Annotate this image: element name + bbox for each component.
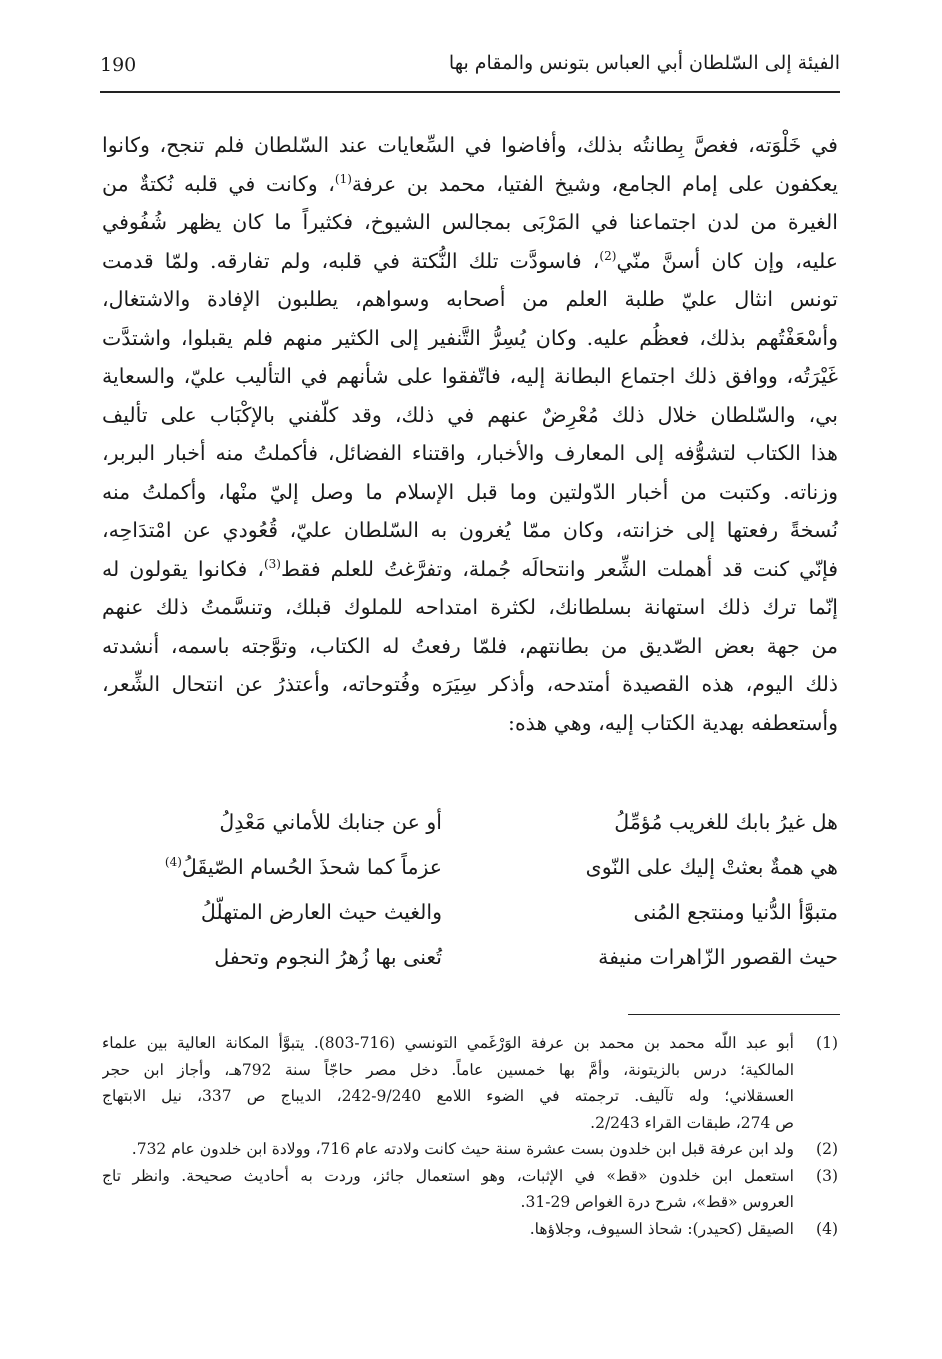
header-rule	[100, 91, 840, 93]
text-line	[102, 280, 838, 319]
text-line	[102, 588, 838, 627]
text-segment: إنّما ترك ذلك استهانة بسلطانك، لكثرة امتداحه للملوك قبلك، وتنسَّمتُ ذلك عنهم	[102, 595, 838, 619]
text-segment: بي، والسّلطان خلال ذلك مُعْرِضٌ عنهم في ذلك، وقد كلّفني بالإكْبَاب على تأليف	[102, 402, 838, 427]
main-text	[102, 126, 838, 742]
text-segment: وزناته. وكتبت من أخبار الدّولتين وما قبل الإسلام ما وصل إليّ منْها، وأكملتُ منه	[102, 479, 838, 504]
text-segment: ، فاسودَّت تلك النُّكتة في قلبه، ولم تفارقه. ولمّا قدمت	[102, 248, 600, 273]
verse-first-hemistich: حيث القصور الزّاهرات منيفة	[598, 945, 838, 969]
verse-second-hemistich	[102, 935, 442, 980]
text-segment: وأستعطفه بهدية الكتاب إليه، وهي هذه:	[508, 710, 838, 735]
text-line	[102, 665, 838, 704]
text-line	[102, 126, 838, 165]
footnote-line: أبو عبد اللّه محمد بن محمد بن عرفة الوَرْغَمي التونسي (716-803). يتبوَّأ المكانة العالية بين علماء	[102, 1034, 794, 1052]
text-segment: تُعنى بها زُهرُ النجوم وتحفل	[214, 945, 442, 969]
verse-second-hemistich	[102, 845, 442, 890]
footnote-number: (1)	[816, 1034, 838, 1052]
text-segment: من جهة بعض الصّديق من بطانتهم، فلمّا رفعتُ له الكتاب، وتوَّجته باسمه، أنشدته	[102, 633, 838, 658]
poem-verse	[102, 800, 838, 845]
text-segment: والغيث حيث العارض المتهلّلُ	[200, 900, 442, 924]
text-line	[102, 319, 838, 358]
footnote-ref: (2)	[599, 248, 617, 263]
footnote-line: العروس «قط»، شرح درة الغواص 29-31.	[520, 1193, 794, 1211]
text-line	[102, 357, 838, 396]
footnote-ref: (1)	[334, 171, 352, 186]
text-segment: ذلك اليوم، هذه القصيدة أمتدحه، وأذكر سِيَرَه وفُتوحاته، وأعتذرُ عن انتحال الشِّعر،	[102, 672, 838, 696]
text-segment: عليه، وإن كان أسنَّ منّي	[616, 248, 838, 273]
text-line	[102, 704, 838, 743]
page-number: 190	[100, 54, 137, 76]
poem-verse	[102, 845, 838, 890]
footnote-number: (2)	[816, 1140, 838, 1158]
text-segment: ، وكانت في قلبه نُكتةٌ من	[102, 171, 335, 196]
text-line	[102, 434, 838, 473]
text-line	[102, 396, 838, 435]
text-line	[102, 473, 838, 512]
footnote-line: العسقلاني؛ وله تآليف. ترجمته في الضوء اللامع 9/240-242، الديباج ص 337، نيل الابتهاج	[102, 1087, 794, 1105]
poem-verse	[102, 890, 838, 935]
text-segment: أو عن جنابك للأماني مَعْدِلُ	[219, 810, 442, 834]
text-segment: تونس انثال عليّ طلبة العلم من أصحابه وسواهم، يطلبون الإفادة والاشتغال،	[102, 287, 838, 311]
footnote	[102, 1136, 838, 1163]
footnote-number: (4)	[816, 1219, 838, 1238]
footnote-line: استعمل ابن خلدون «قط» في الإثبات، وهو استعمال جائز، وردت به أحاديث صحيحة. وانظر تاج	[102, 1166, 794, 1185]
footnote-separator	[628, 1014, 840, 1015]
page-header	[100, 46, 840, 86]
text-line	[102, 550, 838, 589]
verse-first-hemistich: متبوَّأ الدُّنيا ومنتجع المُنى	[633, 900, 838, 924]
text-line	[102, 203, 838, 242]
verse-second-hemistich	[102, 890, 442, 935]
text-line	[102, 242, 838, 281]
text-segment: عزماً كما شحذَ الحُسام الصّيقَلُ	[181, 855, 442, 879]
text-segment: الغيرة من لدن اجتماعنا في المَرْبَى بمجالس الشيوخ، فكثيراً ما كان يظهر شُفُوفي	[102, 210, 838, 234]
footnote-line: الصيقل (كحيدر): شحاذ السيوف، وجلاؤها.	[529, 1219, 794, 1238]
text-segment: في خَلْوَته، فغصَّ بِطانتُه بذلك، وأفاضوا في السِّعايات عند السّلطان فلم تنجح، وكانوا	[102, 133, 838, 157]
text-line	[102, 627, 838, 666]
text-line	[102, 511, 838, 550]
text-segment: نُسخةً رفعتها إلى خزانته، وكان ممّا يُغرون به السّلطان عليّ، قُعُودي عن امْتدَاحِه،	[102, 518, 838, 542]
poem-verse	[102, 935, 838, 980]
footnote	[102, 1216, 838, 1243]
verse-first-hemistich: هل غيرُ بابك للغريب مُؤمِّلُ	[614, 810, 838, 834]
footnote	[102, 1163, 838, 1216]
footnote	[102, 1030, 838, 1136]
footnote-ref: (3)	[263, 556, 281, 571]
text-segment: ، فكانوا يقولون له	[102, 556, 264, 581]
footnote-line: ص 274، طبقات القراء 2/243.	[590, 1113, 794, 1132]
text-segment: هذا الكتاب لتشوُّفه إلى المعارف والأخبار، واقتناء الفضائل، فأكملتُ منه أخبار البربر،	[102, 441, 838, 465]
footnote-line: ولد ابن عرفة قبل ابن خلدون بست عشرة سنة حيث كانت ولادته عام 716، وولادة ابن خلدون عام 732.	[131, 1140, 794, 1158]
text-segment: غَيْرَتُه، ووافق ذلك اجتماع البطانة إليه، فاتّفقوا على شأنهم في التأليب عليّ، والسعاية	[102, 364, 838, 388]
footnote-line: المالكية؛ درس بالزيتونة، وأمَّ بها خمسين عاماً. دخل مصر حاجّاً سنة 792هـ، وأجاز ابن حجر	[102, 1060, 794, 1079]
poem	[102, 800, 838, 980]
text-segment: فإنّي كنت قد أهملت الشِّعر وانتحالَه جُملة، وتفرَّغتُ للعلم فقط	[280, 556, 838, 581]
text-segment: وأسْعَفْتُهم بذلك، فعظُم عليه. وكان يُسِرُّ التَّنفير إلى الكثير منهم فلم يقبلوا، واشتدَّت	[102, 325, 838, 350]
text-line	[102, 165, 838, 204]
footnotes	[102, 1030, 838, 1242]
footnote-ref: (4)	[164, 855, 182, 870]
text-segment: يعكفون على إمام الجامع، وشيخ الفتيا، محمد بن عرفة	[351, 171, 838, 196]
footnote-number: (3)	[816, 1166, 838, 1185]
verse-second-hemistich	[102, 800, 442, 845]
running-title: الفيئة إلى السّلطان أبي العباس بتونس والمقام بها	[448, 52, 840, 74]
verse-first-hemistich: هي همةٌ بعثتْ إليك على النّوى	[585, 855, 838, 879]
